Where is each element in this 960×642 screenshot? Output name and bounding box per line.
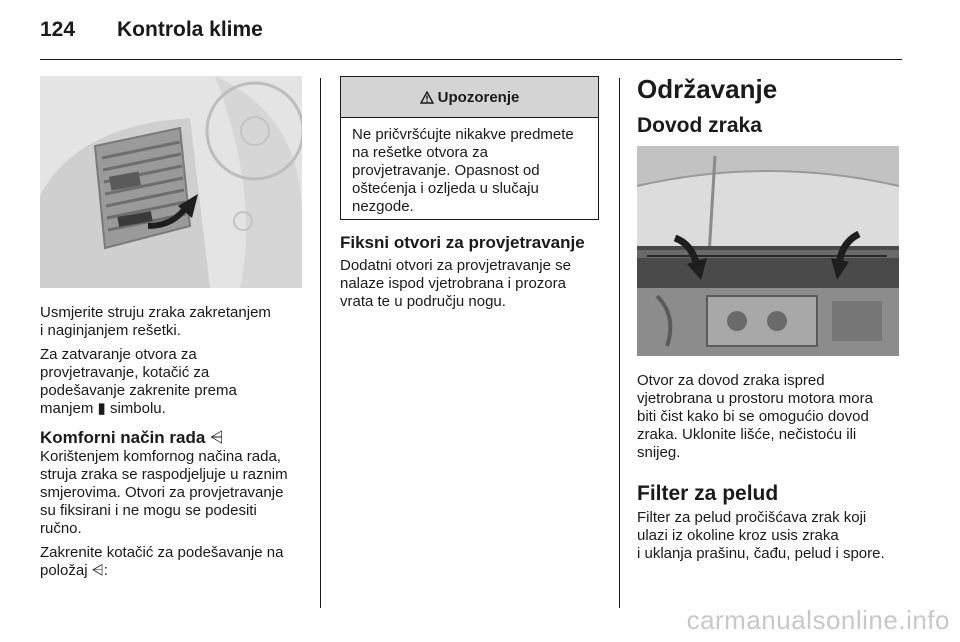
warning-title: Upozorenje <box>437 88 520 106</box>
left-paragraph-4: Zakrenite kotačić za podešavanje na položaj ⩤: <box>40 544 284 579</box>
maintenance-heading: Održavanje <box>637 74 778 104</box>
warning-text: Ne pričvršćujte nikakve predmete na rešetke otvora za provjetravanje. Opasnost od oštećenja i ozljeda u slučaju nezgode. <box>352 126 574 215</box>
column-divider-right <box>619 78 620 608</box>
air-inlet-heading: Dovod zraka <box>637 114 762 137</box>
left-paragraph-2: Za zatvaranje otvora za provjetravanje, kotačić za podešavanje zakrenite prema manjem ▮ simbolu. <box>40 346 237 417</box>
air-inlet-text: Otvor za dovod zraka ispred vjetrobrana u prostoru motora mora biti čist kako bi se omogućio dovod zraka. Uklonite lišće, nečistoću ili snijeg. <box>637 372 873 461</box>
vent-louvre-photo <box>40 76 302 288</box>
left-paragraph-3: Korištenjem komfornog načina rada, struja zraka se raspodjeljuje u raznim smjerovima. Otvori za provjetravanje su fiksirani i ne mogu se podesiti ručno. <box>40 448 288 537</box>
fixed-vents-text: Dodatni otvori za provjetravanje se nalaze ispod vjetrobrana i prozora vrata te u području nogu. <box>340 257 571 310</box>
warning-header <box>341 77 598 118</box>
warning-triangle-icon <box>420 91 434 104</box>
page-number: 124 <box>40 18 76 41</box>
column-divider-left <box>320 78 321 608</box>
warning-box <box>340 76 599 220</box>
left-paragraph-1: Usmjerite struju zraka zakretanjem i naginjanjem rešetki. <box>40 304 271 339</box>
header-rule <box>40 59 902 60</box>
engine-bay-photo <box>637 146 899 356</box>
comfort-mode-icon: ⩤ <box>210 428 224 447</box>
page-title: Kontrola klime <box>117 18 263 41</box>
watermark: carmanualsonline.info <box>686 605 950 635</box>
pollen-filter-text: Filter za pelud pročišćava zrak koji ulazi iz okoline kroz usis zraka i uklanja prašinu, čađu, pelud i spore. <box>637 509 885 562</box>
fixed-vents-heading: Fiksni otvori za provjetravanje <box>340 233 585 252</box>
comfort-mode-heading: Komforni način rada ⩤ <box>40 428 224 447</box>
pollen-filter-heading: Filter za pelud <box>637 482 779 505</box>
